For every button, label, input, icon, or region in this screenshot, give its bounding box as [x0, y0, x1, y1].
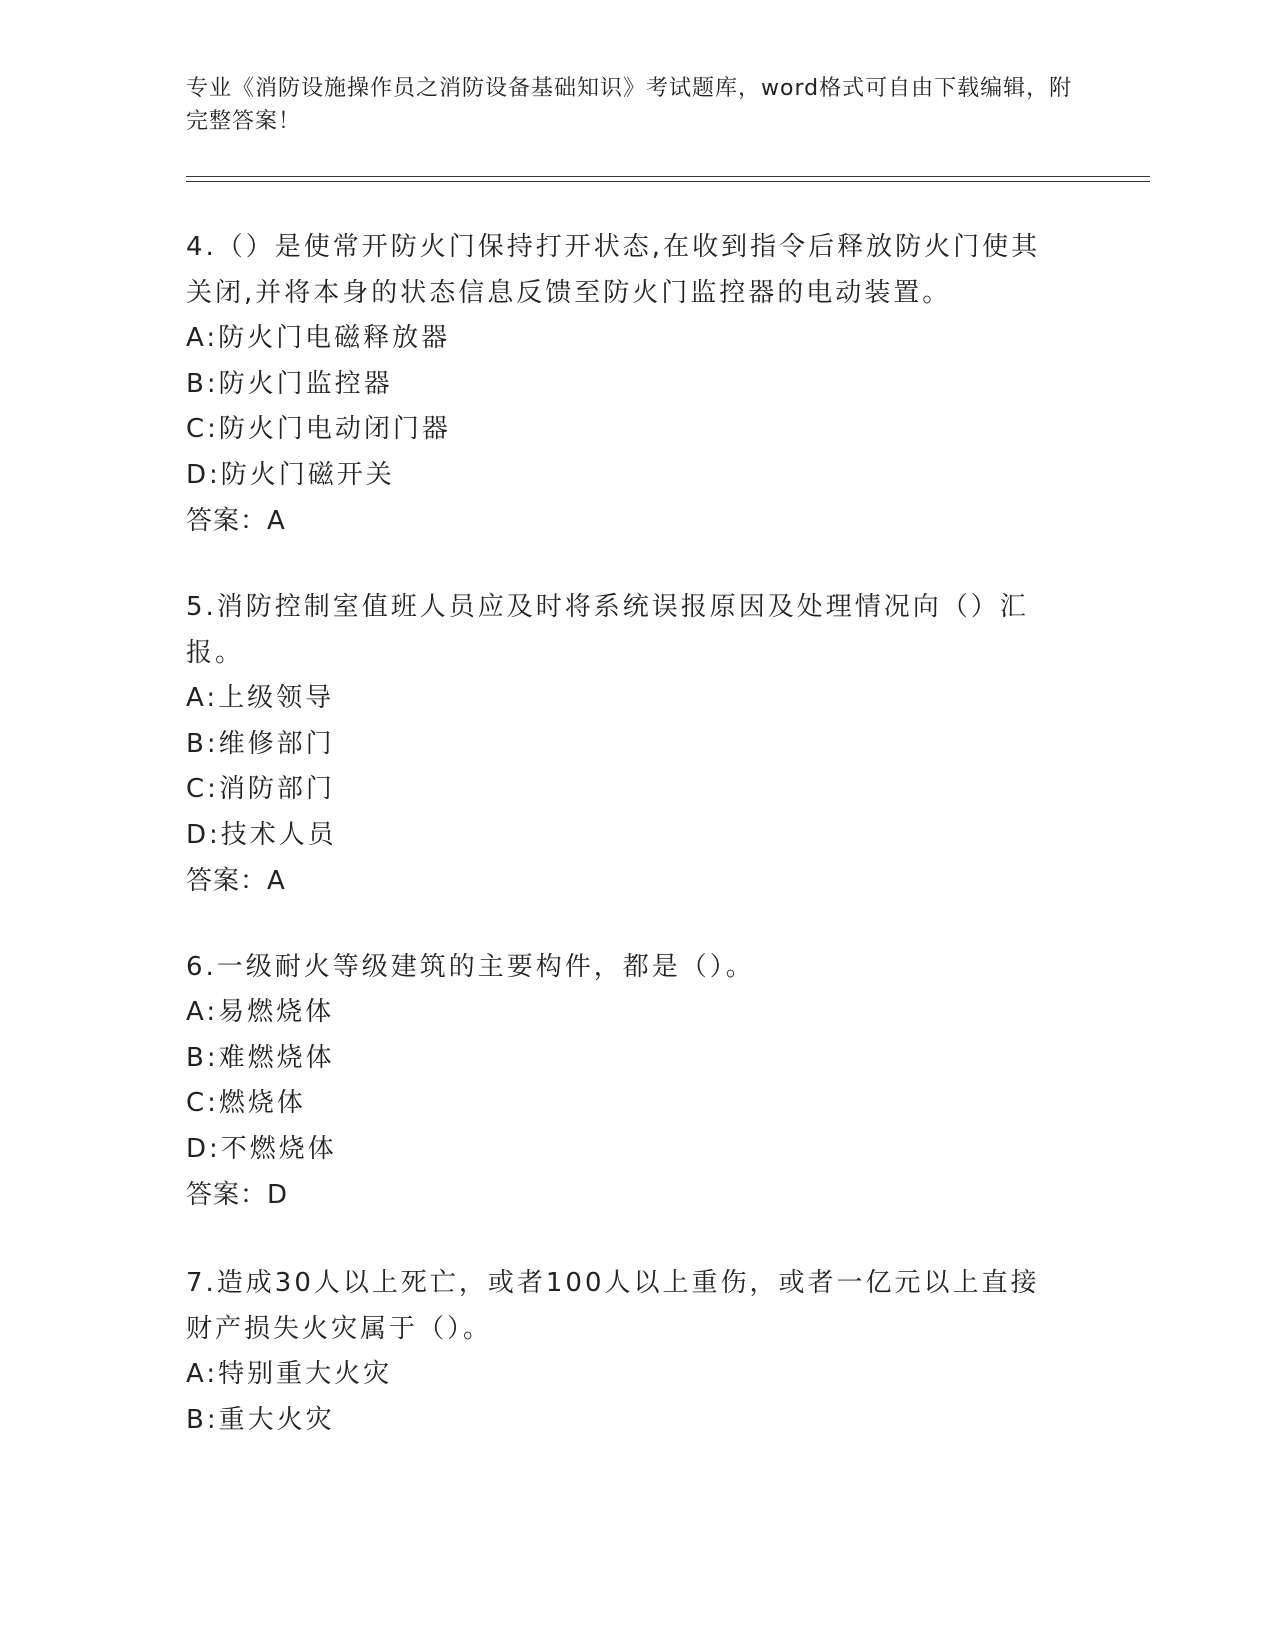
option-c: C:消防部门 — [186, 774, 335, 805]
option-d: D:防火门磁开关 — [186, 459, 395, 490]
option-a: A:防火门电磁释放器 — [186, 323, 451, 353]
answer: 答案：A — [186, 506, 286, 537]
question-5 — [186, 584, 1066, 904]
option-b: B:维修部门 — [186, 728, 335, 759]
answer: 答案：D — [186, 1180, 289, 1211]
question-7 — [186, 1260, 1066, 1443]
option-a: A:易燃烧体 — [186, 997, 335, 1027]
question-stem: 6.一级耐火等级建筑的主要构件，都是（）。 — [186, 952, 755, 982]
option-c: C:防火门电动闭门器 — [186, 414, 451, 445]
header-divider-bottom — [186, 181, 1150, 182]
header-divider-top — [186, 176, 1150, 177]
option-a: A:特别重大火灾 — [186, 1359, 393, 1389]
question-stem: 4.（）是使常开防火门保持打开状态,在收到指令后释放防火门使其关闭,并将本身的状态信息反馈至防火门监控器的电动装置。 — [186, 232, 1041, 308]
question-4 — [186, 224, 1066, 544]
answer: 答案：A — [186, 866, 286, 897]
option-b: B:防火门监控器 — [186, 368, 393, 399]
option-d: D:不燃烧体 — [186, 1133, 337, 1164]
option-c: C:燃烧体 — [186, 1088, 306, 1119]
question-stem: 7.造成30人以上死亡，或者100人以上重伤，或者一亿元以上直接财产损失火灾属于（）。 — [186, 1268, 1040, 1344]
document-header: 专业《消防设施操作员之消防设备基础知识》考试题库，word格式可自由下载编辑，附完整答案！ — [186, 76, 1073, 134]
option-b: B:重大火灾 — [186, 1404, 335, 1435]
question-6 — [186, 944, 1066, 1218]
option-a: A:上级领导 — [186, 683, 335, 713]
question-stem: 5.消防控制室值班人员应及时将系统误报原因及处理情况向（）汇报。 — [186, 592, 1029, 668]
option-b: B:难燃烧体 — [186, 1042, 335, 1073]
option-d: D:技术人员 — [186, 819, 337, 850]
